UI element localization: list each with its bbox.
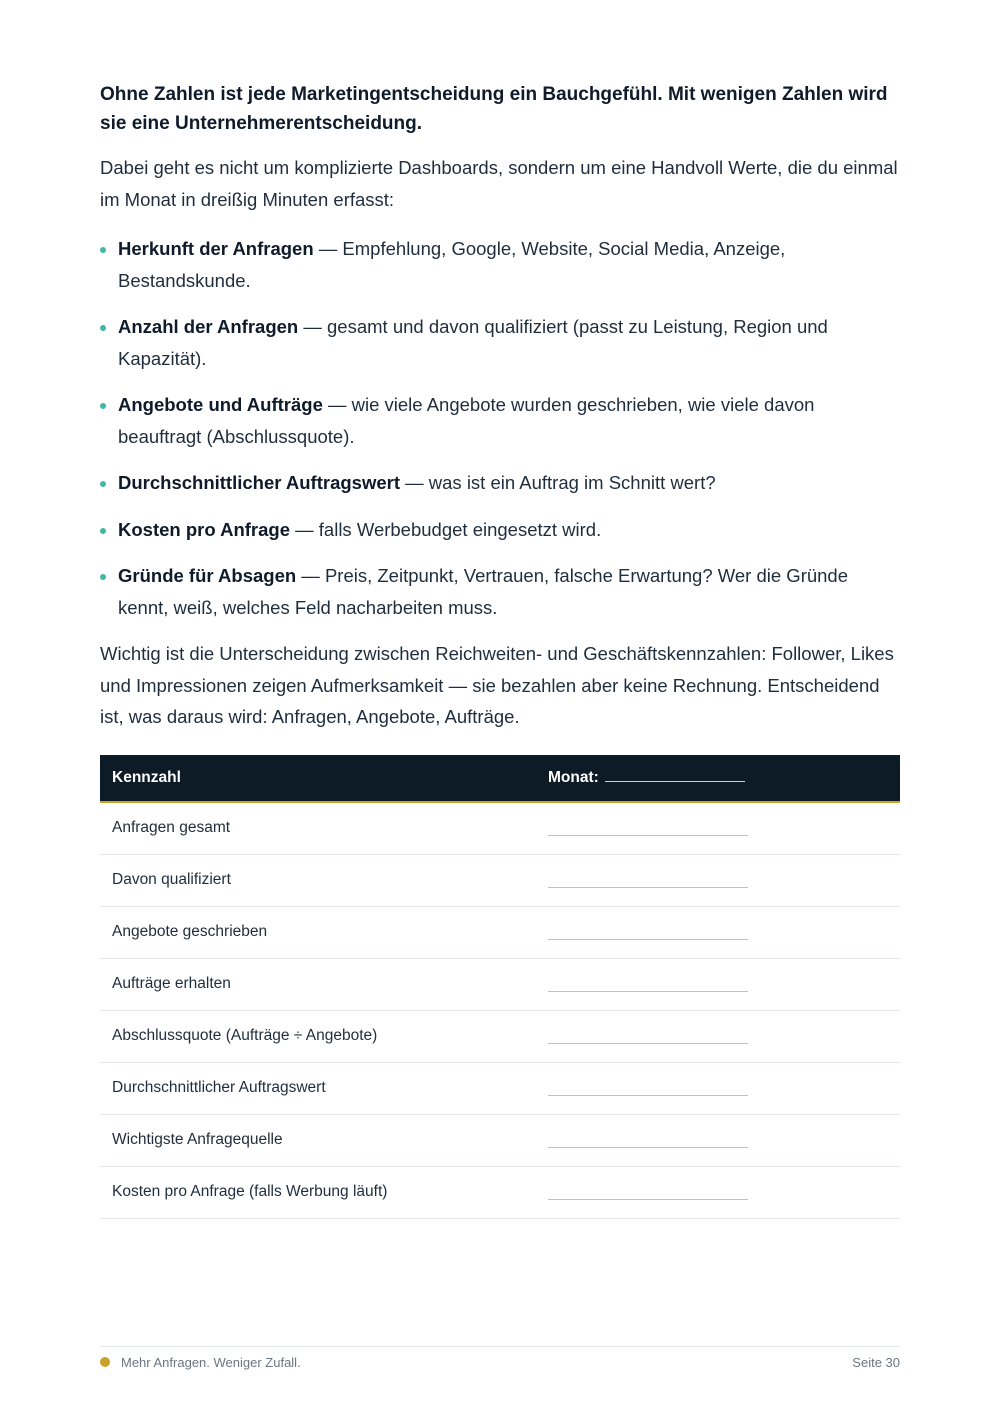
list-item-term: Anzahl der Anfragen	[118, 316, 299, 337]
bullet-dot-icon	[100, 481, 106, 487]
list-item-term: Durchschnittlicher Auftragswert	[118, 472, 400, 493]
row-label: Angebote geschrieben	[100, 906, 530, 958]
page-number: Seite 30	[852, 1355, 900, 1370]
bullet-dot-icon	[100, 528, 106, 534]
list-item-text: — gesamt und davon qualifiziert (passt zu Leistung, Region und Kapazität).	[118, 316, 828, 369]
table-row	[100, 1166, 900, 1218]
list-item	[100, 514, 900, 546]
page-footer	[100, 1346, 900, 1377]
list-item-text: — was ist ein Auftrag im Schnitt wert?	[400, 472, 716, 493]
table-row	[100, 854, 900, 906]
table-row	[100, 1010, 900, 1062]
list-item-term: Gründe für Absagen	[118, 565, 297, 586]
table-row	[100, 1062, 900, 1114]
fill-in-line	[548, 835, 748, 836]
row-value-blank[interactable]	[530, 1114, 900, 1166]
list-item-text: — Preis, Zeitpunkt, Vertrauen, falsche Erwartung? Wer die Gründe kennt, weiß, welches Feld nacharbeiten muss.	[118, 565, 849, 618]
list-item-text: — Empfehlung, Google, Website, Social Media, Anzeige, Bestandskunde.	[118, 238, 786, 291]
fill-in-line	[548, 1147, 748, 1148]
list-item	[100, 311, 900, 374]
fill-in-line	[548, 1095, 748, 1096]
row-value-blank[interactable]	[530, 958, 900, 1010]
table-row	[100, 1114, 900, 1166]
row-label: Kosten pro Anfrage (falls Werbung läuft)	[100, 1166, 530, 1218]
row-label: Aufträge erhalten	[100, 958, 530, 1010]
row-value-blank[interactable]	[530, 1166, 900, 1218]
fill-in-line	[548, 887, 748, 888]
list-item	[100, 389, 900, 452]
bullet-dot-icon	[100, 325, 106, 331]
row-value-blank[interactable]	[530, 854, 900, 906]
list-item-term: Kosten pro Anfrage	[118, 518, 290, 540]
list-item	[100, 560, 900, 623]
table-header-row	[100, 755, 900, 802]
list-item	[100, 467, 900, 499]
table-row	[100, 958, 900, 1010]
row-label: Wichtigste Anfragequelle	[100, 1114, 530, 1166]
fill-in-line	[548, 1199, 748, 1200]
row-label: Davon qualifiziert	[100, 854, 530, 906]
footer-dot-icon	[100, 1357, 110, 1367]
list-item-text: — wie viele Angebote wurden geschrieben, wie viele davon beauftragt (Abschlussquote).	[118, 394, 815, 447]
bullet-dot-icon	[100, 403, 106, 409]
list-item-term: Angebote und Aufträge	[118, 394, 323, 415]
bullet-dot-icon	[100, 247, 106, 253]
row-label: Anfragen gesamt	[100, 802, 530, 855]
bullet-dot-icon	[100, 574, 106, 580]
fill-in-line	[548, 1043, 748, 1044]
fill-in-line	[548, 939, 748, 940]
closing-paragraph: Wichtig ist die Unterscheidung zwischen Reichweiten- und Geschäftskennzahlen: Follower, Likes und Impressionen zeigen Aufmerksamkeit — sie bezahlen aber keine Rechnung. Entscheidend ist, was daraus wird: Anfragen, Angebote, Aufträge.	[100, 643, 894, 727]
kpi-table	[100, 755, 900, 1219]
page-content	[100, 80, 900, 1219]
row-value-blank[interactable]	[530, 906, 900, 958]
table-row	[100, 802, 900, 855]
row-value-blank[interactable]	[530, 1062, 900, 1114]
metrics-list	[100, 233, 900, 623]
footer-tagline: Mehr Anfragen. Weniger Zufall.	[121, 1355, 301, 1370]
list-item-text: — falls Werbebudget eingesetzt wird.	[290, 518, 602, 540]
intro-paragraph: Dabei geht es nicht um komplizierte Dashboards, sondern um eine Handvoll Werte, die du einmal im Monat in dreißig Minuten erfasst:	[100, 157, 898, 210]
header-kennzahl: Kennzahl	[100, 755, 530, 802]
row-label: Durchschnittlicher Auftragswert	[100, 1062, 530, 1114]
row-label: Abschlussquote (Aufträge ÷ Angebote)	[100, 1010, 530, 1062]
month-blank-line[interactable]	[605, 771, 745, 782]
header-monat	[530, 755, 900, 802]
row-value-blank[interactable]	[530, 802, 900, 855]
fill-in-line	[548, 991, 748, 992]
header-monat-label: Monat:	[548, 768, 599, 786]
row-value-blank[interactable]	[530, 1010, 900, 1062]
list-item-term: Herkunft der Anfragen	[118, 238, 314, 259]
table-row	[100, 906, 900, 958]
list-item	[100, 233, 900, 296]
lead-statement: Ohne Zahlen ist jede Marketingentscheidung ein Bauchgefühl. Mit wenigen Zahlen wird sie eine Unternehmerentscheidung.	[100, 84, 888, 134]
